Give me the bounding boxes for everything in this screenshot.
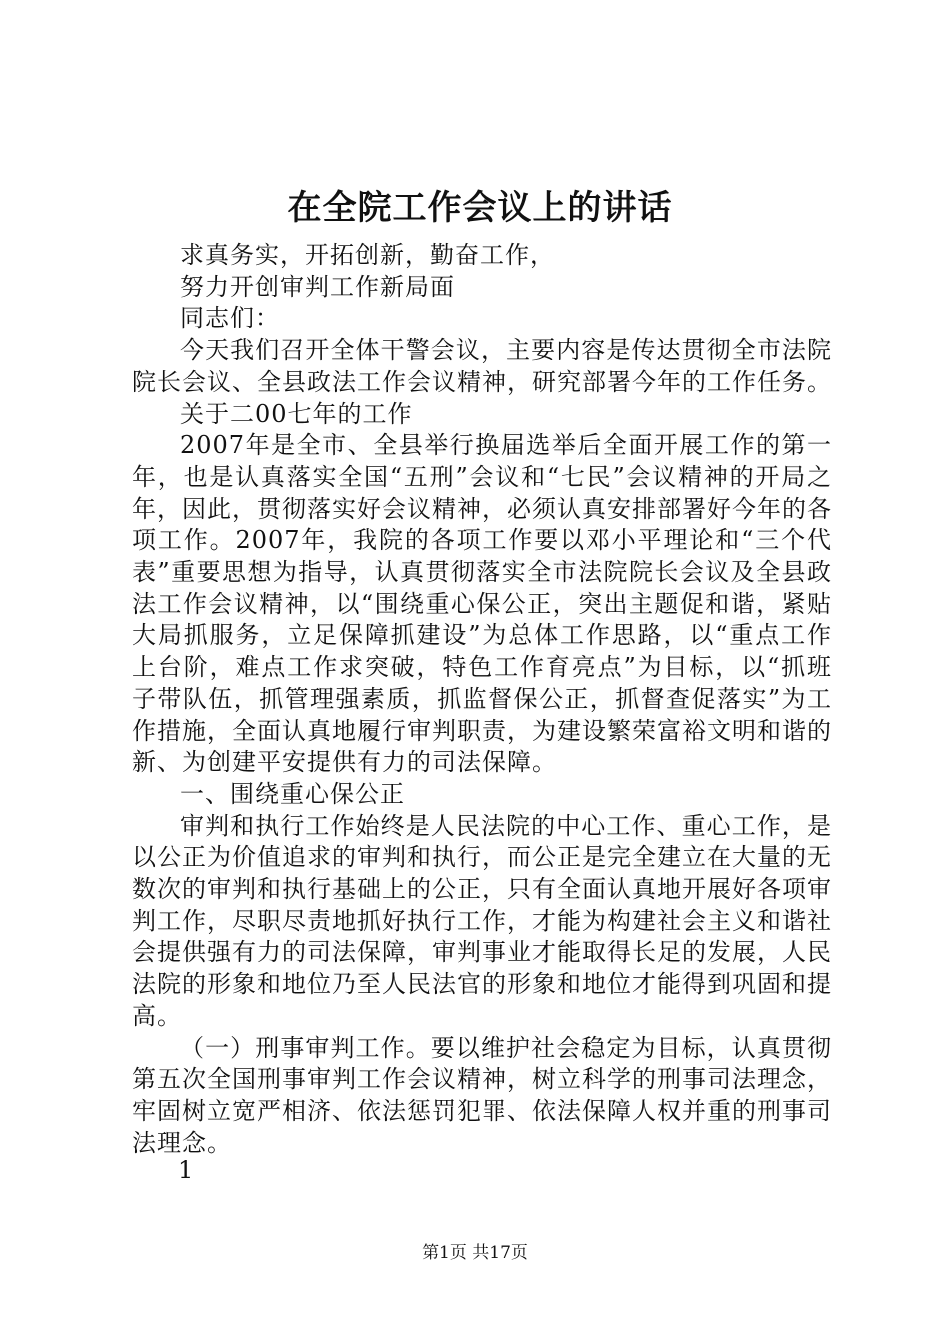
document-body [132, 240, 832, 1159]
paragraph: 求真务实，开拓创新，勤奋工作， [180, 241, 555, 269]
paragraph: 审判和执行工作始终是人民法院的中心工作、重心工作，是以公正为价值追求的审判和执行，而公正是完全建立在大量的无数次的审判和执行基础上的公正，只有全面认真地开展好各项审判工作，尽职尽责地抓好执行工作，才能为构建社会主义和谐社会提供强有力的司法保障，审判事业才能取得长足的发展，人民法院的形象和地位乃至人民法官的形象和地位才能得到巩固和提高。 [132, 811, 832, 1030]
paragraph: 关于二00七年的工作 [180, 399, 413, 428]
document-title: 在全院工作会议上的讲话 [287, 188, 673, 228]
paragraph: 努力开创审判工作新局面 [180, 272, 455, 301]
paragraph: 同志们： [180, 304, 280, 333]
paragraph: 2007年是全市、全县举行换届选举后全面开展工作的第一年，也是认真落实全国“五刑”会议和“七民”会议精神的开局之年，因此，贯彻落实好会议精神，必须认真安排部署好今年的各项工作。2007年，我院的各项工作要以邓小平理论和“三个代表”重要思想为指导，认真贯彻落实全市法院院长会议及全县政法工作会议精神，以“围绕重心保公正，突出主题促和谐，紧贴大局抓服务，立足保障抓建设”为总体工作思路，以“重点工作上台阶，难点工作求突破，特色工作育亮点”为目标，以“抓班子带队伍，抓管理强素质，抓监督保公正，抓督查促落实”为工作措施，全面认真地履行审判职责，为建设繁荣富裕文明和谐的新、为创建平安提供有力的司法保障。 [132, 431, 832, 777]
page-number-mark: 1 [178, 1156, 194, 1184]
page-footer: 第1页 共17页 [422, 1243, 528, 1263]
paragraph: 一、围绕重心保公正 [180, 779, 405, 808]
paragraph: 今天我们召开全体干警会议，主要内容是传达贯彻全市法院院长会议、全县政法工作会议精神，研究部署今年的工作任务。 [132, 336, 832, 396]
paragraph: （一）刑事审判工作。要以维护社会稳定为目标，认真贯彻第五次全国刑事审判工作会议精神，树立科学的刑事司法理念，牢固树立宽严相济、依法惩罚犯罪、依法保障人权并重的刑事司法理念。 [132, 1033, 832, 1157]
